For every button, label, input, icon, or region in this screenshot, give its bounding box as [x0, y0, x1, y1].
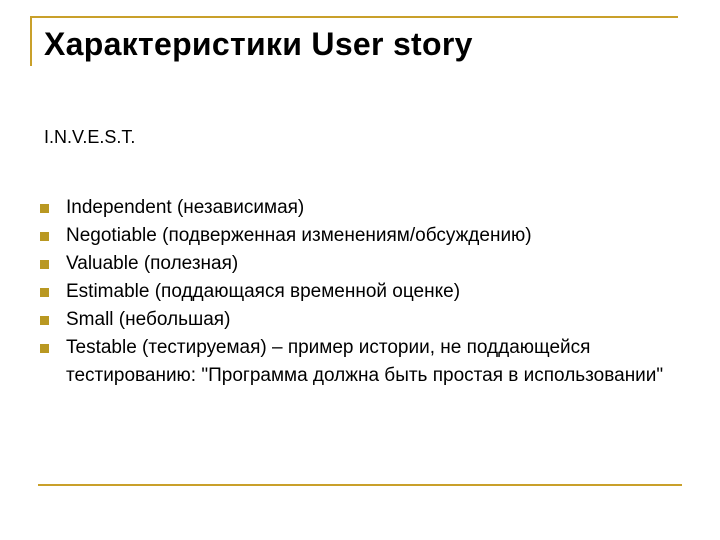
- slide-title: Характеристики User story: [44, 26, 473, 62]
- bottom-border-line: [38, 484, 682, 486]
- list-item-text: Independent (независимая): [66, 197, 305, 218]
- invest-list: [40, 194, 700, 390]
- list-item: [40, 222, 700, 250]
- square-bullet-icon: [40, 344, 49, 353]
- square-bullet-icon: [40, 316, 49, 325]
- square-bullet-icon: [40, 232, 49, 241]
- square-bullet-icon: [40, 204, 49, 213]
- list-item-text: Valuable (полезная): [66, 253, 239, 274]
- list-item: [40, 278, 700, 306]
- list-item-text: Negotiable (подверженная изменениям/обсуждению): [66, 225, 532, 246]
- list-item-text: Testable (тестируемая) – пример истории, не поддающейся тестированию: "Программа должна быть простая в использовании": [66, 337, 664, 386]
- top-border-line: [30, 16, 678, 18]
- list-item-text: Small (небольшая): [66, 309, 231, 330]
- left-border-line: [30, 16, 32, 66]
- list-item: [40, 334, 700, 390]
- list-item: [40, 250, 700, 278]
- list-item-text: Estimable (поддающаяся временной оценке): [66, 281, 461, 302]
- list-item: [40, 306, 700, 334]
- slide-subtitle: I.N.V.E.S.T.: [44, 127, 136, 147]
- square-bullet-icon: [40, 288, 49, 297]
- list-item: [40, 194, 700, 222]
- square-bullet-icon: [40, 260, 49, 269]
